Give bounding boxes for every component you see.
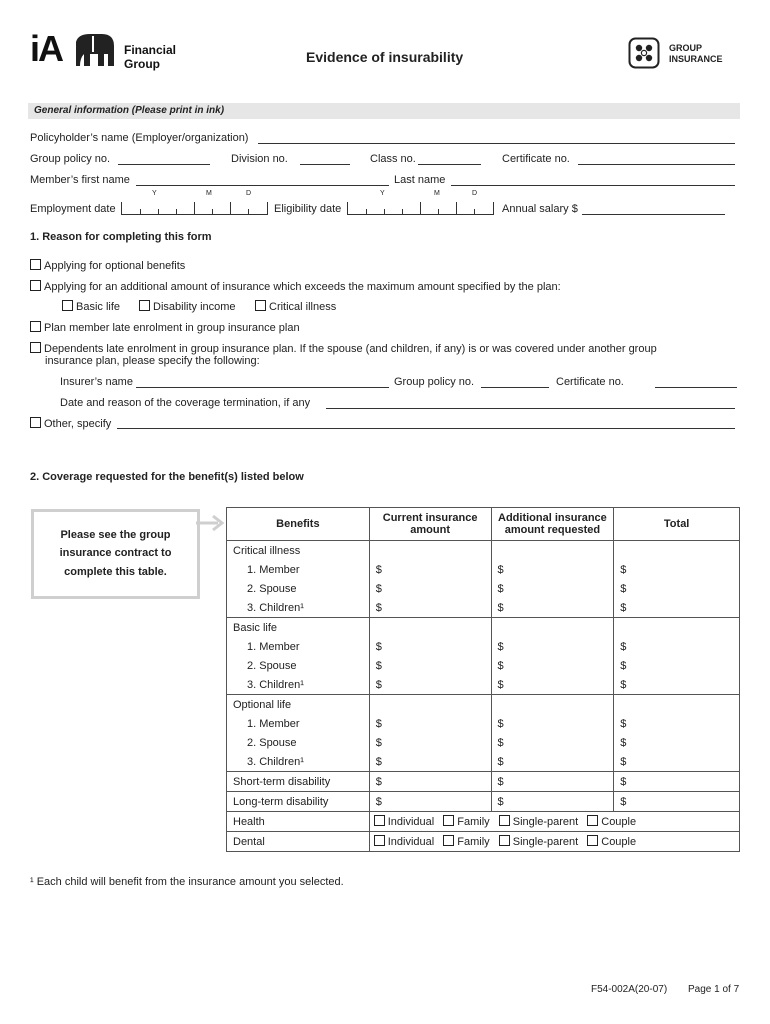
date-reason-label: Date and reason of the coverage termination, if any [60, 397, 311, 409]
table-row [227, 579, 740, 598]
additional-amount-cell[interactable]: $ [491, 598, 614, 618]
current-amount-cell[interactable]: $ [369, 598, 491, 618]
group-basic-life: Basic life [227, 618, 370, 638]
table-row [227, 675, 740, 695]
checkbox[interactable] [30, 259, 41, 270]
annual-salary-label: Annual salary $ [502, 203, 578, 215]
s1-certificate-label: Certificate no. [556, 376, 624, 388]
table-row [227, 637, 740, 656]
table-row [227, 656, 740, 675]
total-cell[interactable]: $ [614, 792, 740, 812]
last-name-field[interactable] [451, 185, 735, 186]
table-row [227, 733, 740, 752]
s1-group-policy-field[interactable] [481, 387, 549, 388]
total-cell[interactable]: $ [614, 637, 740, 656]
eligibility-date-m-label: M [434, 190, 440, 197]
opt-additional-amount[interactable] [30, 280, 561, 293]
employment-date-m-label: M [206, 190, 212, 197]
additional-amount-cell[interactable]: $ [491, 733, 614, 752]
employment-date-field[interactable] [121, 202, 268, 215]
col-benefits-header: Benefits [227, 508, 370, 541]
additional-amount-cell[interactable]: $ [491, 714, 614, 733]
arrow-right-icon [196, 513, 226, 533]
class-label: Class no. [370, 153, 416, 165]
eligibility-date-y-label: Y [380, 190, 385, 197]
group-people-icon [628, 37, 660, 69]
row-label: 3. Children¹ [227, 675, 370, 695]
employment-date-d-label: D [246, 190, 252, 197]
group-optional-life: Optional life [227, 695, 370, 715]
checkbox[interactable] [139, 300, 150, 311]
checkbox[interactable] [62, 300, 73, 311]
opt-other[interactable] [30, 417, 111, 430]
table-row [227, 695, 740, 715]
opt-dependents-line1: Dependents late enrolment in group insurance plan. If the spouse (and children, if any) is or was covered under another group [44, 343, 657, 355]
total-cell[interactable]: $ [614, 579, 740, 598]
group-critical-illness: Critical illness [227, 541, 370, 561]
table-row [227, 541, 740, 561]
logo-ia-text: iA [30, 28, 62, 69]
table-row [227, 812, 740, 832]
table-row [227, 598, 740, 618]
col-additional-header: Additional insurance amount requested [491, 508, 614, 541]
option-label: Single-parent [512, 816, 579, 828]
policyholder-field[interactable] [258, 143, 735, 144]
contract-note-box [31, 509, 200, 599]
note-line2: insurance contract to [59, 547, 172, 559]
dental-couple-checkbox[interactable] [587, 835, 598, 846]
current-amount-cell[interactable]: $ [369, 637, 491, 656]
note-line1: Please see the group [60, 529, 171, 541]
badge-line2: INSURANCE [669, 54, 723, 64]
logo-financial-text: Financial [124, 43, 177, 57]
opt-additional-amount-label: Applying for an additional amount of insurance which exceeds the maximum amount specified by the plan: [44, 281, 561, 293]
note-line3: complete this table. [64, 566, 167, 578]
col-current-header: Current insurance amount [369, 508, 491, 541]
opt-other-label: Other, specify [44, 418, 112, 430]
additional-amount-cell[interactable]: $ [491, 656, 614, 675]
option-label: Family [457, 836, 490, 848]
health-single-parent-checkbox[interactable] [499, 815, 510, 826]
additional-amount-cell[interactable]: $ [491, 675, 614, 695]
opt-late-enrolment-label: Plan member late enrolment in group insurance plan [44, 322, 300, 334]
coverage-table [226, 507, 740, 852]
eligibility-date-d-label: D [472, 190, 478, 197]
current-amount-cell[interactable]: $ [369, 792, 491, 812]
date-reason-field[interactable] [326, 408, 735, 409]
insurer-name-label: Insurer’s name [60, 376, 133, 388]
option-label: Family [457, 816, 490, 828]
option-label: Individual [387, 816, 435, 828]
company-logo [30, 30, 180, 72]
current-amount-cell[interactable]: $ [369, 656, 491, 675]
option-label: Couple [601, 836, 637, 848]
dental-individual-checkbox[interactable] [374, 835, 385, 846]
additional-amount-cell[interactable]: $ [491, 637, 614, 656]
row-label: 1. Member [227, 714, 370, 733]
additional-amount-cell[interactable]: $ [491, 792, 614, 812]
group-policy-field[interactable] [118, 164, 210, 165]
certificate-field[interactable] [578, 164, 735, 165]
page-number: Page 1 of 7 [688, 984, 740, 995]
policyholder-label: Policyholder’s name (Employer/organization) [30, 132, 249, 144]
s1-certificate-field[interactable] [655, 387, 737, 388]
table-row [227, 792, 740, 812]
additional-amount-cell[interactable]: $ [491, 752, 614, 772]
badge-line1: GROUP [669, 43, 703, 53]
dental-options [369, 832, 739, 852]
eligibility-date-label: Eligibility date [274, 203, 342, 215]
table-header-row [227, 508, 740, 541]
row-label: 1. Member [227, 637, 370, 656]
current-amount-cell[interactable]: $ [369, 560, 491, 579]
total-cell[interactable]: $ [614, 733, 740, 752]
current-amount-cell[interactable]: $ [369, 752, 491, 772]
sub-disability-income[interactable] [139, 300, 236, 313]
s1-group-policy-label: Group policy no. [394, 376, 475, 388]
total-cell[interactable]: $ [614, 772, 740, 792]
general-info-heading: General information (Please print in ink) [34, 105, 225, 116]
sub-disability-income-label: Disability income [153, 301, 236, 313]
division-label: Division no. [231, 153, 288, 165]
opt-late-enrolment[interactable] [30, 321, 300, 334]
other-specify-field[interactable] [117, 428, 735, 429]
health-options [369, 812, 739, 832]
first-name-label: Member’s first name [30, 174, 130, 186]
row-label: 3. Children¹ [227, 752, 370, 772]
form-code: F54-002A(20-07) [591, 984, 668, 995]
total-cell[interactable]: $ [614, 675, 740, 695]
dental-family-checkbox[interactable] [443, 835, 454, 846]
table-row [227, 832, 740, 852]
checkbox[interactable] [255, 300, 266, 311]
additional-amount-cell[interactable]: $ [491, 579, 614, 598]
additional-amount-cell[interactable]: $ [491, 772, 614, 792]
table-row [227, 752, 740, 772]
table-row [227, 618, 740, 638]
total-cell[interactable]: $ [614, 560, 740, 579]
eligibility-date-field[interactable] [347, 202, 494, 215]
total-cell[interactable]: $ [614, 598, 740, 618]
current-amount-cell[interactable]: $ [369, 675, 491, 695]
additional-amount-cell[interactable]: $ [491, 560, 614, 579]
group-insurance-badge [628, 37, 738, 73]
checkbox[interactable] [30, 321, 41, 332]
row-short-term-disability: Short-term disability [227, 772, 370, 792]
elephant-logo-icon [72, 32, 116, 68]
option-label: Individual [387, 836, 435, 848]
opt-optional-benefits-label: Applying for optional benefits [44, 260, 186, 272]
current-amount-cell[interactable]: $ [369, 714, 491, 733]
sub-critical-illness[interactable] [255, 300, 336, 313]
row-dental: Dental [227, 832, 370, 852]
section1-heading: 1. Reason for completing this form [30, 231, 212, 243]
health-family-checkbox[interactable] [443, 815, 454, 826]
row-label: 1. Member [227, 560, 370, 579]
row-long-term-disability: Long-term disability [227, 792, 370, 812]
health-couple-checkbox[interactable] [587, 815, 598, 826]
logo-group-text: Group [124, 57, 160, 71]
table-row [227, 560, 740, 579]
certificate-label: Certificate no. [502, 153, 570, 165]
first-name-field[interactable] [136, 185, 389, 186]
table-row [227, 772, 740, 792]
sub-basic-life-label: Basic life [76, 301, 121, 313]
insurer-name-field[interactable] [136, 387, 389, 388]
opt-dependents-late-enrolment[interactable] [30, 342, 657, 355]
table-row [227, 714, 740, 733]
total-cell[interactable]: $ [614, 752, 740, 772]
option-label: Single-parent [512, 836, 579, 848]
last-name-label: Last name [394, 174, 446, 186]
opt-dependents-line2: insurance plan, please specify the following: [45, 355, 260, 367]
checkbox[interactable] [30, 280, 41, 291]
annual-salary-field[interactable] [582, 214, 725, 215]
col-total-header: Total [614, 508, 740, 541]
checkbox[interactable] [30, 417, 41, 428]
current-amount-cell[interactable]: $ [369, 772, 491, 792]
employment-date-label: Employment date [30, 203, 116, 215]
dental-single-parent-checkbox[interactable] [499, 835, 510, 846]
option-label: Couple [601, 816, 637, 828]
row-label: 2. Spouse [227, 733, 370, 752]
row-health: Health [227, 812, 370, 832]
general-info-header [28, 103, 740, 119]
row-label: 2. Spouse [227, 656, 370, 675]
current-amount-cell[interactable]: $ [369, 733, 491, 752]
total-cell[interactable]: $ [614, 656, 740, 675]
footnote: ¹ Each child will benefit from the insurance amount you selected. [30, 876, 344, 888]
total-cell[interactable]: $ [614, 714, 740, 733]
sub-basic-life[interactable] [62, 300, 120, 313]
division-field[interactable] [300, 164, 350, 165]
current-amount-cell[interactable]: $ [369, 579, 491, 598]
class-field[interactable] [418, 164, 481, 165]
section2-heading: 2. Coverage requested for the benefit(s) listed below [30, 471, 304, 483]
row-label: 2. Spouse [227, 579, 370, 598]
opt-optional-benefits[interactable] [30, 259, 185, 272]
page-title: Evidence of insurability [306, 49, 464, 65]
health-individual-checkbox[interactable] [374, 815, 385, 826]
checkbox[interactable] [30, 342, 41, 353]
group-policy-label: Group policy no. [30, 153, 111, 165]
employment-date-y-label: Y [152, 190, 157, 197]
sub-critical-illness-label: Critical illness [269, 301, 337, 313]
row-label: 3. Children¹ [227, 598, 370, 618]
